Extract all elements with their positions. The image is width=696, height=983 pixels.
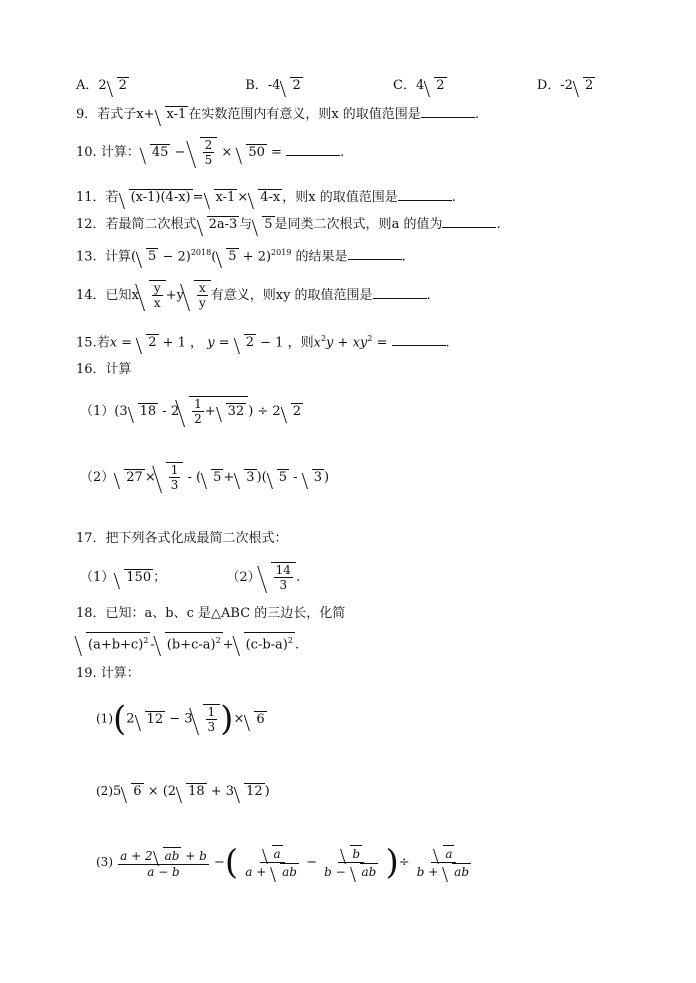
option-c: C．4 2 [393, 78, 445, 93]
question-14: 14．已知x $\frac{y}{x}$ +y $\frac{x}{y}$ 有意义，则xy 的取值范围是 . [76, 281, 431, 310]
question-17-parts: （1） 150 ； （2） $\frac{14}{3}$ . [80, 563, 301, 592]
question-16-part-1: （1）(3 18 - 2 $\frac{1}{2}$ + 32 ) ÷ 2 2 [80, 397, 301, 426]
question-10: 10. 计算： 45 − $\frac{2}{5}$ × 50 = . [76, 138, 345, 167]
question-12: 12．若最简二次根式 2a-3 与 5 是同类二次根式，则a 的值为 . [76, 217, 501, 232]
option-d: D．-2 2 [536, 78, 594, 93]
question-16-part-2: （2） 27 × $\frac{1}{3}$ - ( 5 + 3 )( 5 - 3 ) [80, 463, 330, 492]
question-9: 9．若式子x+ x-1 在实数范围内有意义，则x 的取值范围是 . [76, 107, 479, 122]
question-16-title: 16．计算 [76, 362, 132, 377]
option-b: B．-4 2 [245, 78, 301, 93]
question-19-title: 19. 计算： [76, 666, 140, 681]
question-15: 15.若x = 2 + 1 ， y = 2 − 1 ，则$x^2y + xy^2$ = . [76, 334, 450, 351]
question-18-expression: $(a+b+c)^2 - (b+c-a)^2 + (c-b-a)^2$ . [76, 632, 299, 654]
question-18-title: 18．已知：a、b、c 是△ABC 的三边长，化简 [76, 606, 346, 621]
question-19-part-2: (2)5 6 × (2 18 + 3 12 ) [96, 784, 270, 799]
question-11: 11．若 (x-1)(4-x) = x-1 × 4-x ，则x 的取值范围是 . [76, 190, 456, 205]
question-17-title: 17．把下列各式化成最简二次根式： [76, 531, 288, 546]
options-row [76, 77, 595, 95]
option-a: A．2 2 [76, 78, 127, 93]
question-13: 13. 计算( 5 − 2)$^{2018}$( 5 + 2)$^{2019}$ 的结果是 . [76, 248, 406, 265]
question-19-part-1: (1)(2 12 − 3 $\frac{1}{3}$ )× 6 [96, 699, 265, 739]
question-19-part-3: (3) $\frac{a + 2 ab + b}{a - b}$ −( $\frac{a}{a + ab}$ − $\frac{b}{b - ab}$ )÷ $\frac{a}{b + ab}$ [96, 842, 470, 883]
